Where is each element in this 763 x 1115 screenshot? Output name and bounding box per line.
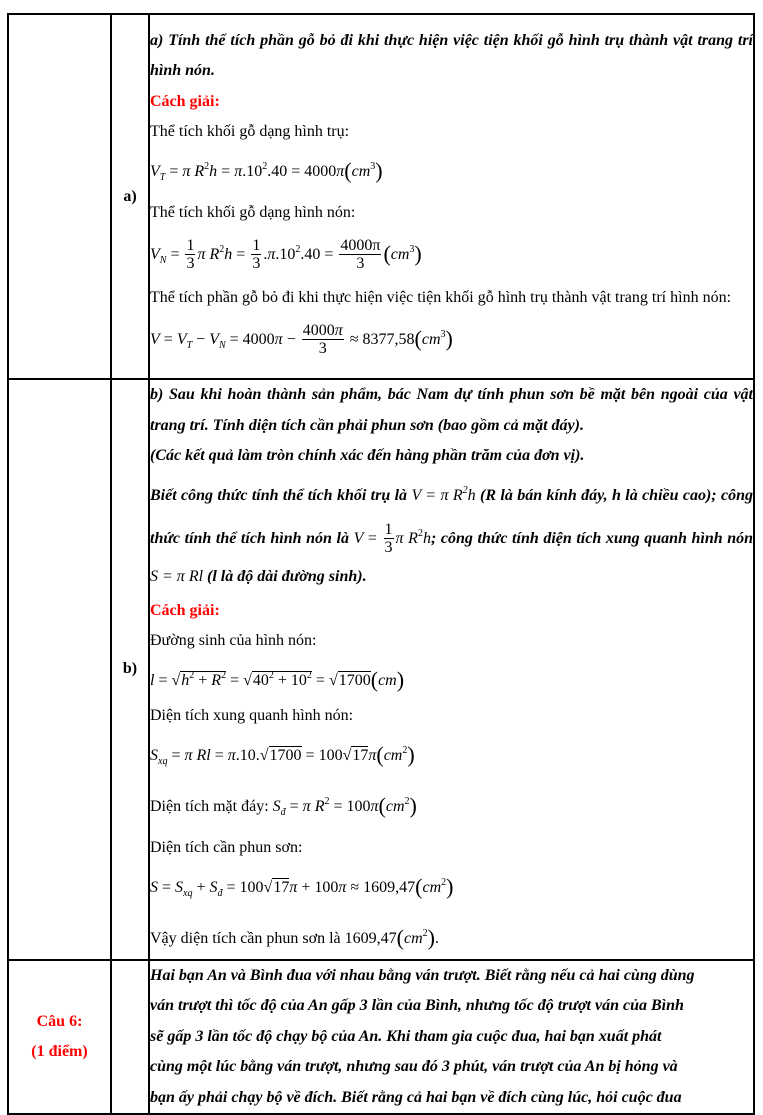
part-a-step1-text: Thể tích khối gỗ dạng hình trụ: [150,122,350,140]
part-b-question-line3: Biết công thức tính thể tích khối trụ là V = π $R^2h$ (R là bán kính đáy, h là chiều cao); công thức tính thể tích hình nón là V = $\frac{1}{3}$ π $R^2h$; công thức tính diện tích xung quanh hình nón S = π Rl (l là độ dài đường sinh). [150,484,754,585]
part-b-step4-text: Diện tích cần phun sơn: [150,838,303,856]
formula-post: (l là độ dài đường sinh). [207,567,367,585]
s-result: 1609,47 [363,878,416,896]
row-part-b [8,379,754,960]
part-b-question-line1: b) Sau khi hoàn thành sản phẩm, bác Nam dự tính phun sơn bề mặt bên ngoài của vật trang trí. Tính diện tích cần phải phun sơn (bao gồm cả mặt đáy). [150,386,753,434]
question-6-content [149,960,754,1115]
part-b-step2-text: Diện tích xung quanh hình nón: [150,706,354,724]
part-a-step1-formula: $V_T = \pi$ $R^2h = \pi.10^2.40 = 4000\pi(cm^3)$ [150,157,383,183]
part-b-step3: Diện tích mặt đáy: $S_đ = \pi$ $R^2 = 100\pi(cm^2)$ [150,792,417,818]
part-label-empty [111,960,149,1115]
question-6-points: (1 điểm) [31,1042,88,1060]
question-6-line: ván trượt thì tốc độ của An gấp 3 lần của Bình, nhưng tốc độ trượt ván của Bình [150,997,684,1014]
conclusion-text: Vậy diện tích cần phun sơn là [150,929,341,947]
question-6-line: Hai bạn An và Bình đua với nhau bằng ván trượt. Biết rằng nếu cả hai cùng dùng [150,966,695,984]
row-question-6 [8,960,754,1115]
solution-table [7,13,755,1115]
part-b-label: b) [111,379,149,960]
part-b-step4-formula: $S = S_{xq} + S_đ = 100√17\pi + 100\pi \approx 1609,47(cm^2)$ [150,873,454,899]
part-a-label: a) [111,14,149,379]
num-10: 10 [246,162,263,180]
part-b-step3-text: Diện tích mặt đáy: [150,797,269,815]
part-b-step2-formula: $S_{xq} = \pi$ $Rl = \pi.10.√1700 = 100√17\pi(cm^2)$ [150,741,415,767]
part-a-step3-text: Thể tích phần gỗ bỏ đi khi thực hiện việc tiện khối gỗ hình trụ thành vật trang trí hình nón: [150,288,732,306]
formula-mid2: ; công thức tính diện tích xung quanh hình nón [430,529,754,547]
part-b-step1-formula: $l = √h^2 + R^2 = √40^2 + 10^2 = √1700(cm)$ [150,666,405,692]
sqrt-1700: 1700 [338,671,371,689]
formula-mid: (R là bán kính đáy, h là chiều cao); công thức tính thể tích hình nón là [150,486,754,547]
vn-numerator: 4000π [340,237,381,255]
row-part-a [8,14,754,379]
question-6-line: sẽ gấp 3 lần tốc độ chạy bộ của An. Khi tham gia cuộc đua, hai bạn xuất phát [150,1027,662,1045]
question-cell-empty [8,379,111,960]
num-40: 40 [271,162,288,180]
question-6-title: Câu 6: [36,1012,83,1030]
part-a-question: a) Tính thể tích phần gỗ bỏ đi khi thực hiện việc tiện khối gỗ hình trụ thành vật trang trí hình nón. [150,31,753,79]
part-b-content [149,379,754,960]
part-b-method-heading: Cách giải: [150,601,220,619]
part-a-step2-text: Thể tích khối gỗ dạng hình nón: [150,203,356,221]
vt-value: 4000 [304,162,337,180]
question-6-line: bạn ấy phải chạy bộ về đích. Biết rằng cả hai bạn về đích cùng lúc, hỏi cuộc đua [150,1088,682,1106]
part-a-step2-formula: $V_N$ = $\frac{1}{3}$ π $R^2h$ = $\frac{1}{3}$ $.\pi.10^2.40$ = $\frac{4000\pi}{3}$ $(cm^3)$ [150,237,422,273]
question-6-label-cell [8,960,111,1115]
part-b-conclusion: Vậy diện tích cần phun sơn là $1609,47(cm^2)$. [150,924,439,950]
conclusion-value: 1609,47 [344,929,397,947]
part-b-step1-text: Đường sinh của hình nón: [150,631,317,649]
formula-intro: Biết công thức tính thể tích khối trụ là [150,486,408,504]
part-a-content [149,14,754,379]
part-b-question-line2: (Các kết quả làm tròn chính xác đến hàng phần trăm của đơn vị). [150,447,585,464]
part-a-method-heading: Cách giải: [150,92,220,110]
v-result: 8377,58 [362,330,415,348]
question-6-line: cùng một lúc bằng ván trượt, nhưng sau đó 3 phút, ván trượt của An bị hỏng và [150,1058,678,1075]
part-a-step3-formula: $V = V_T - V_N = 4000\pi$ − $\frac{4000\pi}{3}$ ≈ $8377,58(cm^3)$ [150,322,453,358]
question-cell-empty [8,14,111,379]
